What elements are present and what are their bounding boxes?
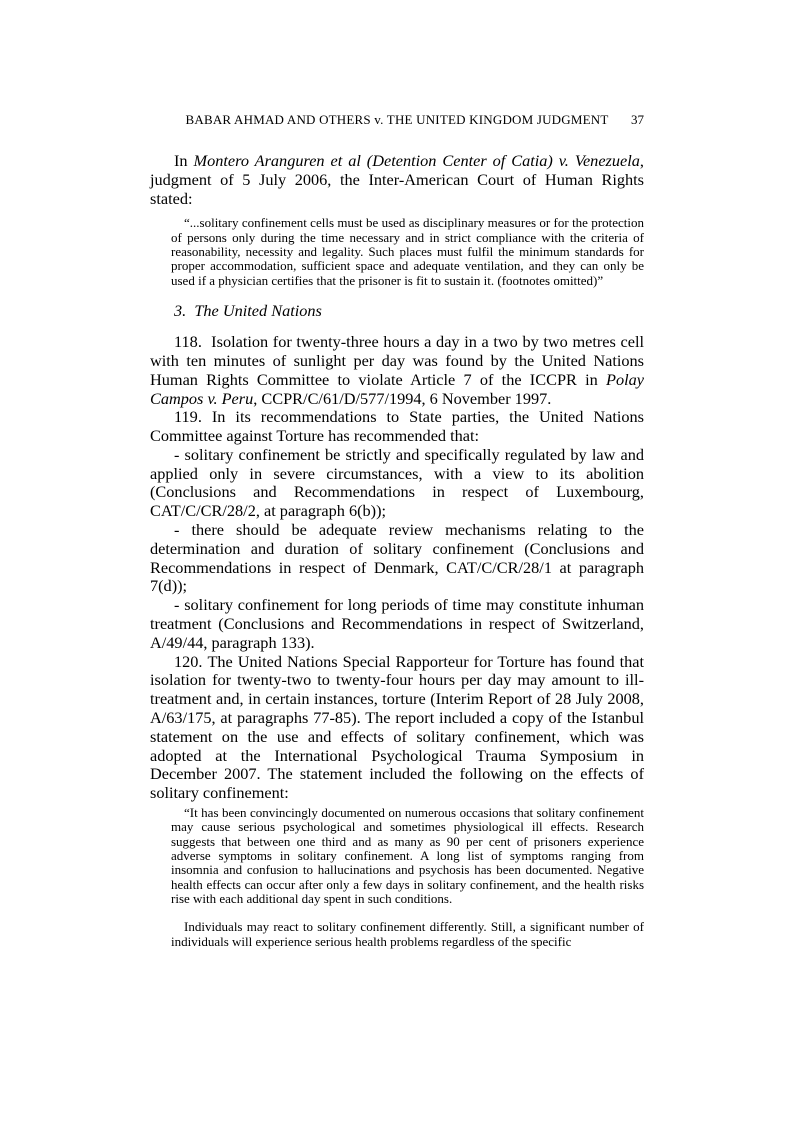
paragraph-118: 118. Isolation for twenty-three hours a day in a two by two metres cell with ten minutes of sunlight per day was found by the United Nations Human Rights Committee to violate Article 7 of the ICCPR in Polay Campos v. Peru, CCPR/C/61/D/577/1994, 6 November 1997.: [150, 332, 644, 408]
blockquote-istanbul-paragraph-1: “It has been convincingly documented on numerous occasions that solitary confinement may cause serious psychological and sometimes physiological ill effects. Research suggests that between one third and as many as 90 per cent of prisoners experience adverse symptoms in solitary confinement. A long list of symptoms ranging from insomnia and confusion to hallucinations and psychosis has been documented. Negative health effects can occur after only a few days in solitary confinement, and the health risks rise with each additional day spent in such conditions.: [171, 805, 644, 907]
page-number: 37: [631, 112, 644, 127]
section-heading-united-nations: 3. The United Nations: [174, 301, 322, 321]
bullet-inhuman-treatment: - solitary confinement for long periods of time may constitute inhuman treatment (Conclusions and Recommendations in respect of Switzerland, A/49/44, paragraph 133).: [150, 595, 644, 652]
paragraph-120: 120. The United Nations Special Rapporteur for Torture has found that isolation for twenty-two to twenty-four hours per day may amount to ill-treatment and, in certain instances, torture (Interim Report of 28 July 2008, A/63/175, at paragraphs 77-85). The report included a copy of the Istanbul statement on the use and effects of solitary confinement, which was adopted at the International Psychological Trauma Symposium in December 2007. The statement included the following on the effects of solitary confinement:: [150, 651, 644, 803]
blockquote-istanbul-paragraph-2: Individuals may react to solitary confinement differently. Still, a significant number of individuals will experience serious health problems regardless of the specific: [171, 919, 644, 949]
blockquote-iachr-text: “...solitary confinement cells must be used as disciplinary measures or for the protection of persons only during the time necessary and in strict compliance with the criteria of reasonability, necessity and legality. Such places must fulfil the minimum standards for proper accommodation, sufficient space and adequate ventilation, and they can only be used if a physician certifies that the prisoner is fit to sustain it. (footnotes omitted)”: [171, 215, 644, 288]
blockquote-iachr: [150, 216, 644, 288]
blockquote-istanbul: [150, 806, 644, 949]
running-header: [150, 111, 644, 128]
bullet-regulated-by-law: - solitary confinement be strictly and specifically regulated by law and applied only in severe circumstances, with a view to its abolition (Conclusions and Recommendations in respect of Luxembourg, CAT/C/CR/28/2, at paragraph 6(b));: [150, 444, 644, 521]
paragraph-intro: In Montero Aranguren et al (Detention Center of Catia) v. Venezuela, judgment of 5 July 2006, the Inter-American Court of Human Rights stated:: [150, 151, 644, 208]
bullet-review-mechanisms: - there should be adequate review mechanisms relating to the determination and duration of solitary confinement (Conclusions and Recommendations in respect of Denmark, CAT/C/CR/28/1 at paragraph 7(d));: [150, 520, 644, 596]
running-header-title: BABAR AHMAD AND OTHERS v. THE UNITED KINGDOM JUDGMENT: [185, 112, 609, 127]
page-content: [150, 111, 644, 949]
paragraph-119: 119. In its recommendations to State parties, the United Nations Committee against Torture has recommended that:: [150, 407, 644, 446]
